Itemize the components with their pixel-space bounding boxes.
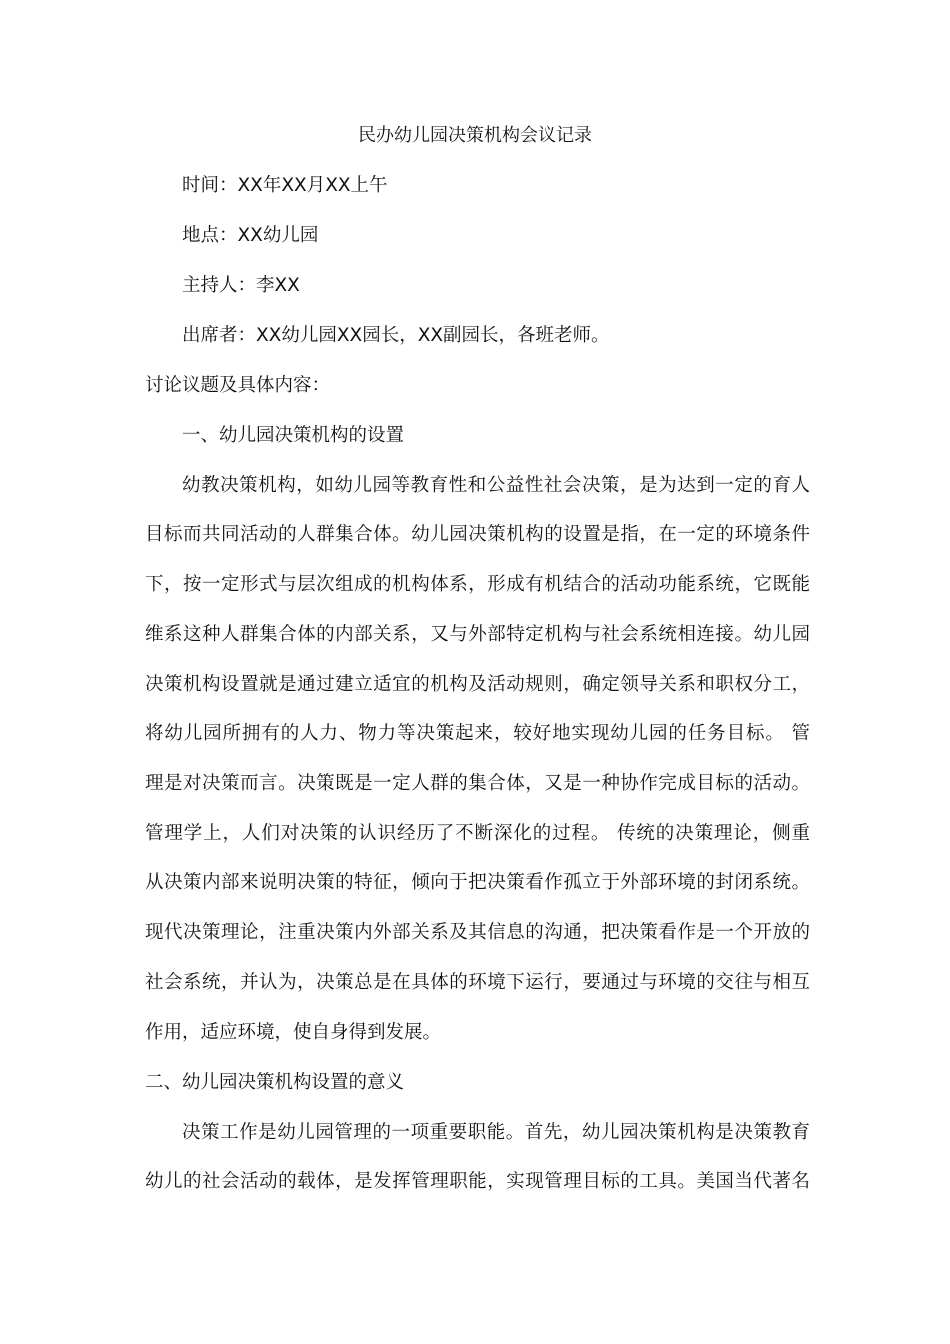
- topics-heading: 讨论议题及具体内容：: [145, 375, 331, 396]
- paragraph-line: 作用，适应环境，使自身得到发展。: [145, 1022, 442, 1043]
- paragraph-line: 下，按一定形式与层次组成的机构体系，形成有机结合的活动功能系统，它既能: [145, 574, 810, 595]
- paragraph-line: 将幼儿园所拥有的人力、物力等决策起来，较好地实现幼儿园的任务目标。 管: [145, 723, 810, 744]
- paragraph-line: 社会系统，并认为，决策总是在具体的环境下运行，要通过与环境的交往与相互: [145, 972, 810, 993]
- paragraph-line: 幼儿的社会活动的载体，是发挥管理职能，实现管理目标的工具。美国当代著名: [145, 1171, 810, 1192]
- page-title: 民办幼儿园决策机构会议记录: [358, 125, 592, 146]
- meeting-place: 地点：XX幼儿园: [182, 225, 319, 246]
- paragraph-line: 决策工作是幼儿园管理的一项重要职能。首先，幼儿园决策机构是决策教育: [182, 1122, 810, 1143]
- section2-heading: 二、幼儿园决策机构设置的意义: [145, 1072, 405, 1093]
- meeting-time: 时间：XX年XX月XX上午: [182, 175, 388, 196]
- meeting-host: 主持人：李XX: [182, 275, 300, 296]
- meeting-attendees: 出席者：XX幼儿园XX园长，XX副园长，各班老师。: [182, 325, 610, 346]
- paragraph-line: 幼教决策机构，如幼儿园等教育性和公益性社会决策，是为达到一定的育人: [182, 475, 810, 496]
- paragraph-line: 决策机构设置就是通过建立适宜的机构及活动规则，确定领导关系和职权分工，: [145, 674, 810, 695]
- paragraph-line: 维系这种人群集合体的内部关系，又与外部特定机构与社会系统相连接。幼儿园: [145, 624, 810, 645]
- section1-heading: 一、幼儿园决策机构的设置: [182, 425, 405, 446]
- paragraph-line: 理是对决策而言。决策既是一定人群的集合体，又是一种协作完成目标的活动。: [145, 773, 810, 794]
- paragraph-line: 目标而共同活动的人群集合体。幼儿园决策机构的设置是指，在一定的环境条件: [145, 524, 810, 545]
- paragraph-line: 管理学上，人们对决策的认识经历了不断深化的过程。 传统的决策理论，侧重: [145, 823, 810, 844]
- paragraph-line: 从决策内部来说明决策的特征，倾向于把决策看作孤立于外部环境的封闭系统。: [145, 872, 810, 893]
- paragraph-line: 现代决策理论，注重决策内外部关系及其信息的沟通，把决策看作是一个开放的: [145, 922, 810, 943]
